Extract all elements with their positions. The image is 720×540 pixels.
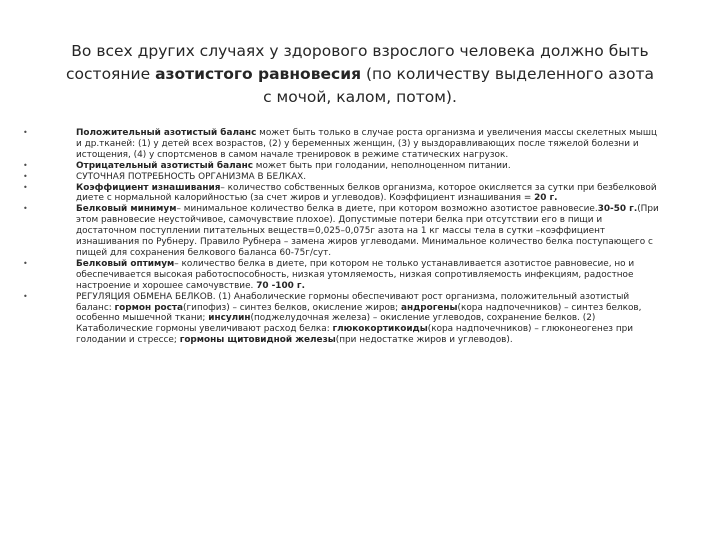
bullet-icon: • xyxy=(23,171,28,181)
bold-term: Коэффициент изнашивания xyxy=(76,182,221,193)
bold-term: инсулин xyxy=(208,313,251,324)
item-text: (При этом равновесие неустойчивое, самочувствие плохое). Допустимые потери белка при отсутствии его в пищи и достаточном поступлении питательных веществ=0,025–0,075г азота на 1 кг массы тела в сутки –коэффициент изнашивания по Рубнеру. Правило Рубнера – замена жиров углеводами. Минимальное количество белка поступающего с пищей для сохранения белкового баланса 60-75г/сут. xyxy=(76,204,659,258)
bold-term: гормоны щитовидной железы xyxy=(179,335,336,346)
bold-term: Отрицательный азотистый баланс xyxy=(76,160,253,171)
bold-value: 70 -100 г. xyxy=(256,280,305,291)
bold-term: глюкокортикоиды xyxy=(332,324,428,335)
item-text: (кора надпочечников) – глюконеогенез при голодании и стрессе; xyxy=(76,324,634,346)
slide-title xyxy=(60,40,660,109)
bullet-icon: • xyxy=(23,291,28,301)
item-text: (кора надпочечников) – синтез белков, особенно мышечной ткани; xyxy=(76,302,642,324)
item-text: (при недостатке жиров и углеводов). xyxy=(335,335,513,346)
item-text: может быть только в случае роста организма и увеличения массы скелетных мышц и др.тканей: (1) у детей всех возрастов, (2) у беременных женщин, (3) у выздоравливающих после тяжелой болезни и истощения, (4) у спортсменов в самом начале тренировок в режиме статических нагрузок. xyxy=(76,128,658,160)
bullet-icon: • xyxy=(23,182,28,192)
title-text-part2: (по количеству выделенного азота с мочой, калом, потом). xyxy=(263,65,654,106)
item-text: – количество собственных белков организма, которое окисляется за сутки при безбелковой диете с нормальной калорийностью (за счет жиров и углеводов). Коэффициент изнашивания = xyxy=(76,182,657,204)
item-text: может быть при голодании, неполноценном питании. xyxy=(252,160,511,171)
list-item xyxy=(23,160,660,172)
item-text: (поджелудочная железа) – окисление углеводов, сохранение белков. (2) Катаболические гормоны увеличивают расход белка: xyxy=(76,313,596,335)
bold-term: Положительный азотистый баланс xyxy=(76,128,257,138)
list-item xyxy=(23,128,660,161)
bold-term: гормон роста xyxy=(114,302,184,313)
list-item xyxy=(23,291,660,347)
item-text: – минимальное количество белка в диете, при котором возможно азотистое равновесие. xyxy=(176,204,598,215)
list-item xyxy=(23,182,660,205)
item-text: (гипофиз) – синтез белков, окисление жиров; xyxy=(183,302,401,313)
bold-term: Белковый оптимум xyxy=(76,258,175,269)
bold-term: андрогены xyxy=(400,302,458,313)
item-text: СУТОЧНАЯ ПОТРЕБНОСТЬ ОРГАНИЗМА В БЕЛКАХ. xyxy=(76,171,307,182)
list-item xyxy=(23,171,660,183)
title-bold-term: азотистого равновесия xyxy=(155,65,362,83)
bullet-icon: • xyxy=(23,258,28,268)
bold-value: 20 г. xyxy=(534,193,558,204)
bullet-icon: • xyxy=(23,204,28,214)
bold-value: 30-50 г. xyxy=(597,204,638,215)
list-item xyxy=(23,258,660,292)
bullet-list xyxy=(23,128,660,346)
list-item xyxy=(23,204,660,259)
item-text: РЕГУЛЯЦИЯ ОБМЕНА БЕЛКОВ. (1) Анаболические гормоны обеспечивают рост организма, положительный азотистый баланс: xyxy=(76,291,630,313)
bullet-icon: • xyxy=(23,160,28,170)
bold-term: Белковый минимум xyxy=(76,204,177,215)
title-text-part1: Во всех других случаях у здорового взрослого человека должно быть состояние xyxy=(66,42,649,83)
bullet-icon: • xyxy=(23,128,28,137)
item-text: – количество белка в диете, при котором не только устанавливается азотистое равновесие, но и обеспечивается высокая работоспособность, низкая утомляемость, низкая сопротивляемость инфекциям, радостное настроение и хорошее самочувствие. xyxy=(76,258,635,291)
